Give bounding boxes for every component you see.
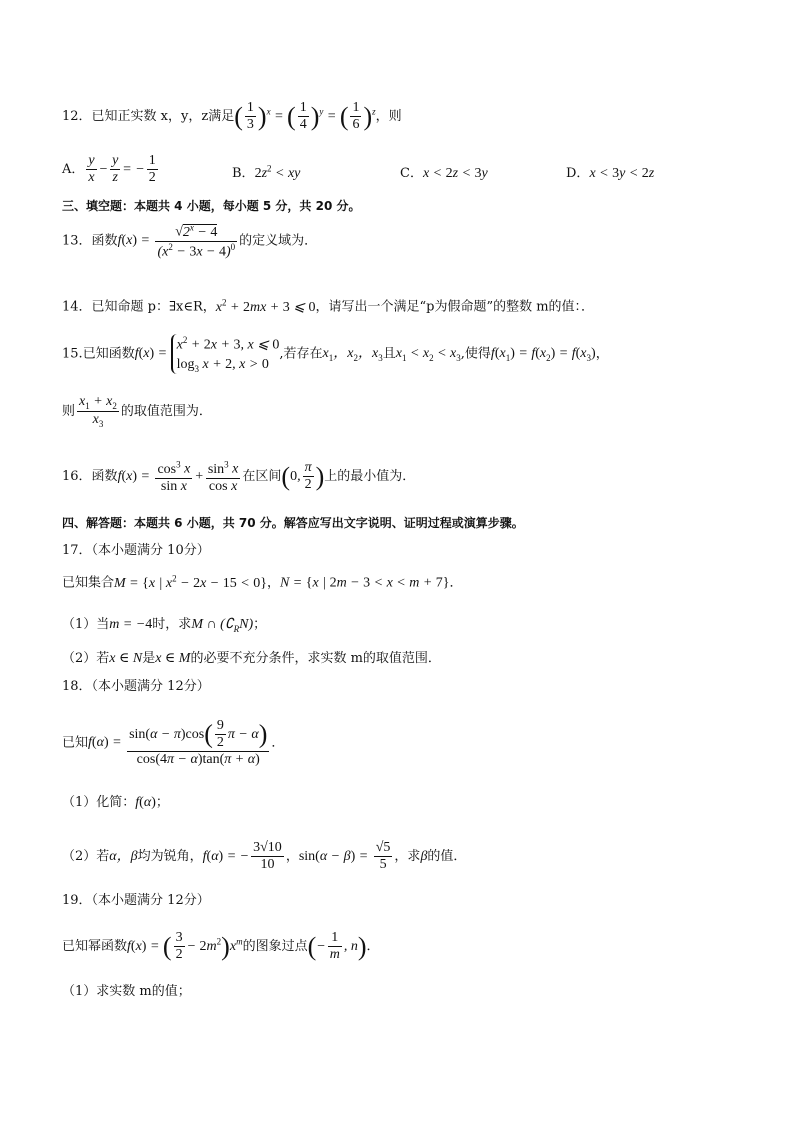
q12-stem: 已知正实数 x，y，z满足 [91, 108, 235, 124]
q16-pre: 函数 [91, 469, 118, 485]
q16-number: 16． [62, 469, 92, 485]
q17-p2-mid2: 的必要不充分条件，求实数 m的取值范围． [190, 651, 441, 666]
q19-mid: 的图象过点 [242, 938, 308, 954]
q18-p2-cond1: f(α) = − $\frac{3√10}{10}$ [202, 840, 282, 873]
section-4-heading: 四、解答题：本题共 6 小题，共 70 分。解答应写出文字说明、证明过程或演算步骤。 [62, 516, 524, 530]
q19-part-1: （1）求实数 m的值； [62, 984, 191, 999]
q17-sep: ， [266, 575, 280, 591]
q12-option-d-label: D． [566, 166, 590, 181]
q19-formula: f(x) = ( $\frac{3}{2}$ − $2m^2)x^m$ [127, 930, 243, 963]
q12-option-a-formula: $\frac{y}{x}$ − $\frac{y}{z}$ = − $\frac{1}{2}$ [88, 153, 156, 186]
q17-p2-pre: （2）若 [62, 651, 110, 666]
question-14 [62, 297, 594, 316]
q15-piecewise: f(x) = $x^2 + 2x + 3$, x ⩽ 0 $\log_3 x + 2$, x > 0 [134, 335, 280, 374]
q18-end: ． [271, 735, 285, 751]
q18-p1-expr: f(α) [135, 795, 156, 810]
q19-pre: 已知幂函数 [62, 938, 128, 954]
q18-p2-beta: β [420, 848, 428, 864]
q18-p2-end: ，求 [394, 848, 421, 864]
q18-formula-line [62, 718, 284, 768]
q12-option-b-formula: $2z^2$ < xy [254, 163, 301, 181]
q12-option-b [232, 162, 300, 182]
q15-pre: 已知函数 [82, 346, 135, 362]
q17-part-1 [62, 617, 266, 635]
q18-p2-mid: 均为锐角， [137, 848, 203, 864]
q15-number: 15. [62, 346, 83, 362]
question-15 [62, 334, 609, 374]
q15-order: $x_1 < x_2 < x_3$ [395, 346, 461, 364]
q12-option-b-label: B． [232, 166, 255, 181]
q15-vars: $x_1$，$x_2$，$x_3$ [322, 346, 383, 364]
q15-line2-pre: 则 [62, 403, 76, 419]
q14-formula: $x^2 + 2mx + 3$ ⩽ 0 [215, 297, 316, 315]
q17-set-n: N = {x | 2m − 3 < x < m + 7} [279, 575, 450, 591]
q12-option-a [62, 153, 160, 186]
q19-formula-line [62, 930, 380, 963]
q12-option-d [566, 162, 654, 182]
q15-equal: $f(x_1) = f(x_2) = f(x_3)$ [490, 346, 596, 364]
q13-pre: 函数 [91, 233, 118, 249]
q18-part-1 [62, 795, 169, 812]
q12-option-a-label: A． [62, 161, 85, 177]
q16-formula: f(x) = $\frac{\cos^3 x}{\text{sin x}}$ + $\frac{\sin^3 x}{\text{cos x}}$ [117, 459, 239, 494]
q12-option-c-label: C． [400, 166, 423, 181]
q15-end: ， [595, 346, 609, 362]
q17-heading: 17．（本小题满分 10分） [62, 543, 210, 558]
q17-p2-b: x ∈ M [155, 651, 191, 666]
q15-line2-post: 的取值范围为． [120, 403, 212, 419]
q15-mid3: ,使得 [460, 346, 491, 362]
q17-pre: 已知集合 [62, 575, 115, 591]
q18-p2-vars: α，β [109, 848, 138, 864]
question-12 [62, 100, 402, 133]
q17-p2-mid: 是 [142, 651, 156, 666]
q13-formula: f(x) = $\frac{√2^x - 4}{(x^2 - 3x - 4)^0}$ [117, 222, 236, 260]
question-13 [62, 222, 317, 261]
q18-p1-end: ； [155, 795, 169, 810]
q12-then: ，则 [375, 108, 402, 124]
section-3-heading: 三、填空题：本题共 4 小题，每小题 5 分，共 20 分。 [62, 199, 361, 213]
q19-heading: 19．（本小题满分 12分） [62, 893, 210, 908]
q18-p2-cond2: sin(α − β) = $\frac{√5}{5}$ [298, 840, 391, 873]
q15-ratio: $\frac{x_1 + x_2}{x_3}$ [79, 394, 117, 429]
q16-interval: (0, $\frac{\pi}{2}$ ) [281, 460, 325, 493]
q17-p1-pre: （1）当 [62, 617, 110, 632]
q17-sets [62, 573, 463, 592]
q16-post: 上的最小值为． [324, 469, 416, 485]
q19-point: (− $\frac{1}{m}$ , n) [307, 930, 367, 963]
q12-option-c [400, 162, 488, 182]
q12-equation: ( $\frac{1}{3}$ )$^x$ = ( $\frac{1}{4}$ )$^y$ = ( $\frac{1}{6}$ )$^z$ [234, 100, 376, 133]
q18-p2-last: 的值． [427, 848, 467, 864]
q12-option-c-formula: x < 2z < 3y [422, 166, 488, 181]
q13-number: 13． [62, 233, 92, 249]
q18-p1: （1）化简： [62, 795, 136, 810]
q17-p1-mid: 时，求 [152, 617, 192, 632]
q18-pre: 已知 [62, 735, 89, 751]
q15-mid: ,若存在 [279, 346, 323, 362]
q14-text-1: 14．已知命题 p：∃x∈R， [62, 299, 216, 315]
q17-p1-end: ； [253, 617, 267, 632]
q17-end: ． [449, 575, 463, 591]
q13-post: 的定义域为． [239, 233, 318, 249]
q16-mid: 在区间 [242, 469, 282, 485]
q18-heading: 18．（本小题满分 12分） [62, 679, 210, 694]
question-15-line-2 [62, 394, 212, 429]
q19-end: ． [366, 938, 380, 954]
q17-set-m: M = {x | $x^2 - 2x - 15 < 0$} [114, 573, 267, 591]
q17-p1-expr: M ∩ $(∁_RN)$ [191, 617, 254, 634]
q14-text-2: ，请写出一个满足“p为假命题”的整数 m的值：． [315, 299, 595, 315]
q17-part-2 [62, 651, 441, 668]
q15-mid2: 且 [382, 346, 396, 362]
q12-option-d-formula: x < 3y < 2z [589, 166, 655, 181]
q17-p1-cond: m = −4 [109, 617, 153, 632]
q17-p2-a: x ∈ N [109, 651, 143, 666]
q18-part-2: （2）若α，β均为锐角，f(α) = − $\frac{3√10}{10}$ ，sin(α − β) = $\frac{√5}{5}$ ，求β的值． [62, 840, 467, 873]
question-16 [62, 459, 415, 495]
q12-number: 12． [62, 108, 92, 124]
q18-formula: f(α) = sin(α − π)cos( $\frac{9}{2}$ π − α) cos(4π − α)tan(π + α) [88, 718, 268, 768]
q18-p2-pre: （2）若 [62, 848, 110, 864]
